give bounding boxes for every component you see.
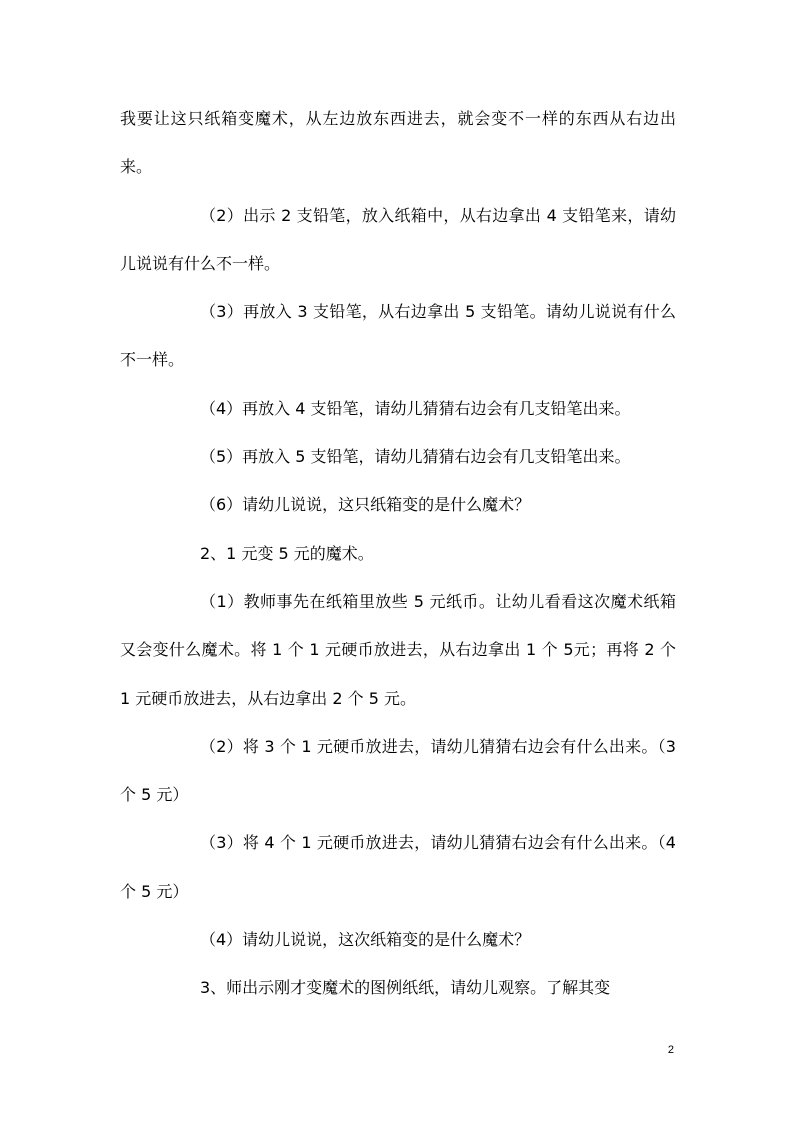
section-heading-2: 2、1 元变 5 元的魔术。: [200, 543, 374, 563]
paragraph-coin-step-4: （4）请幼儿说说，这次纸箱变的是什么魔术？: [200, 930, 531, 950]
paragraph-step-6: （6）请幼儿说说，这只纸箱变的是什么魔术？: [200, 495, 531, 515]
section-heading-3: 3、师出示刚才变魔术的图例纸纸，请幼儿观察。了解其变: [200, 978, 611, 998]
paragraph-coin-step-1: （1）教师事先在纸箱里放些 5 元纸币。让幼儿看看这次魔术纸箱又会变什么魔术。将 1 个 1 元硬币放进去，从右边拿出 1 个 5元；再将 2 个 1 元硬币放进去，从右边拿出 2 个 5 元。: [120, 591, 676, 708]
paragraph-continuation: 我要让这只纸箱变魔术，从左边放东西进去，就会变不一样的东西从右边出来。: [120, 109, 676, 177]
document-body: [120, 95, 676, 1013]
paragraph-step-2: （2）出示 2 支铅笔，放入纸箱中，从右边拿出 4 支铅笔来，请幼儿说说有什么不一样。: [120, 205, 676, 273]
paragraph-step-5: （5）再放入 5 支铅笔，请幼儿猜猜右边会有几支铅笔出来。: [200, 447, 631, 467]
paragraph-step-3: （3）再放入 3 支铅笔，从右边拿出 5 支铅笔。请幼儿说说有什么不一样。: [120, 302, 676, 370]
paragraph-step-4: （4）再放入 4 支铅笔，请幼儿猜猜右边会有几支铅笔出来。: [200, 398, 631, 418]
page-number: 2: [667, 1044, 674, 1056]
paragraph-coin-step-2: （2）将 3 个 1 元硬币放进去，请幼儿猜猜右边会有什么出来。（3 个 5 元）: [120, 736, 676, 805]
paragraph-coin-step-3: （3）将 4 个 1 元硬币放进去，请幼儿猜猜右边会有什么出来。（4 个 5 元）: [120, 833, 676, 901]
